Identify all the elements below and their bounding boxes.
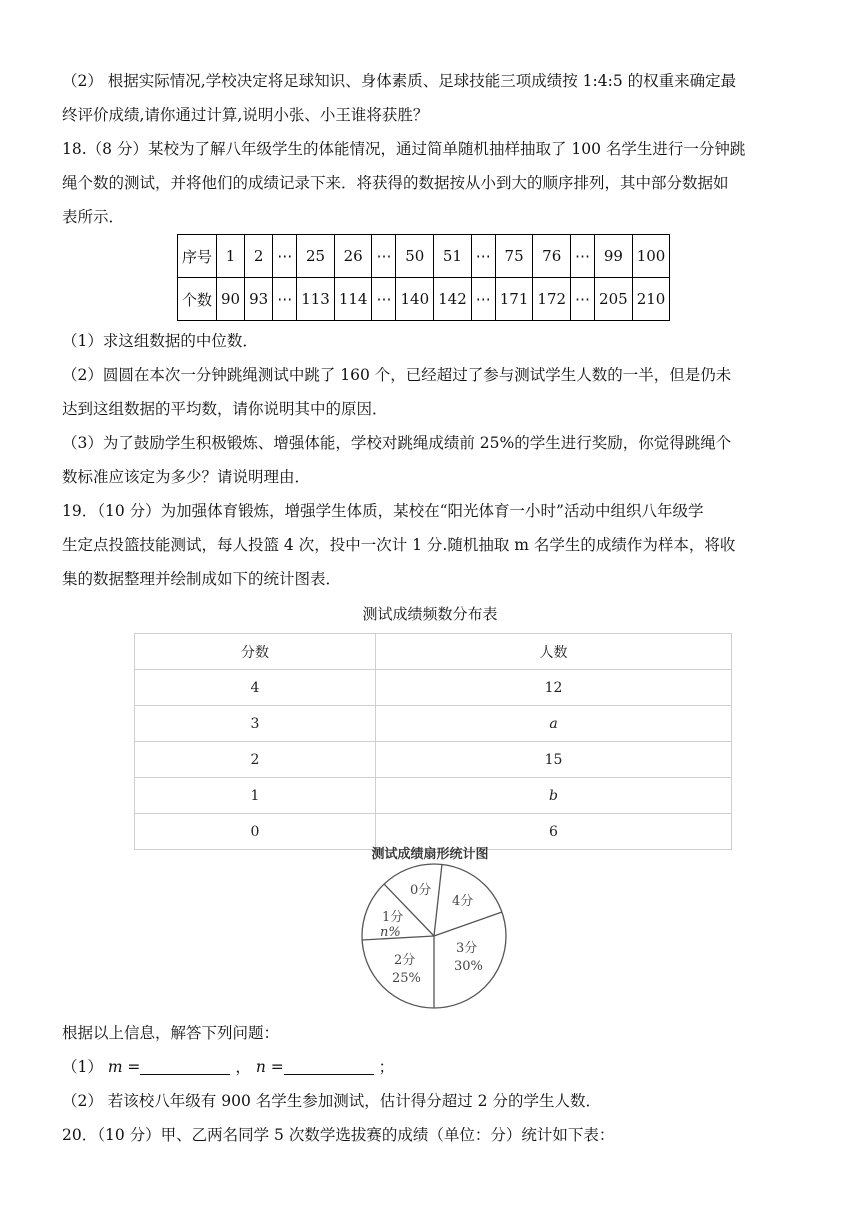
table-cell: 93: [245, 278, 273, 321]
n-label: n =: [255, 1058, 284, 1076]
table-cell: ⋯: [471, 235, 495, 278]
q17-part2-cont: 终评价成绩,请你通过计算,说明小张、小王谁将获胜？: [62, 106, 429, 124]
table-cell: 个数: [178, 278, 217, 321]
pie-chart: [360, 858, 510, 1014]
table-row: [178, 235, 670, 278]
pie-label: n%: [380, 925, 401, 940]
table-cell: 25: [297, 235, 335, 278]
table-cell: ⋯: [471, 278, 495, 321]
table-cell: ⋯: [571, 235, 595, 278]
q18-data-table: [177, 234, 670, 321]
table-cell: 51: [434, 235, 472, 278]
q20-stem: 20．（10 分）甲、乙两名同学 5 次数学选拔赛的成绩（单位：分）统计如下表：: [62, 1126, 615, 1144]
q18-stem-1: 18.（8 分）某校为了解八年级学生的体能情况，通过简单随机抽样抽取了 100 名学生进行一分钟跳: [62, 140, 746, 158]
pie-label: 4分: [452, 894, 474, 909]
table-cell: 15: [376, 742, 732, 778]
q18-part3: （3）为了鼓励学生积极锻炼、增强体能，学校对跳绳成绩前 25%的学生进行奖励，你觉得跳绳个: [62, 434, 732, 452]
table-cell: 205: [595, 278, 633, 321]
q17-part2: （2） 根据实际情况,学校决定将足球知识、身体素质、足球技能三项成绩按 1:4:5 的权重来确定最: [62, 72, 737, 90]
table-cell: 210: [632, 278, 670, 321]
q18-part1: （1）求这组数据的中位数．: [62, 332, 258, 350]
table-cell: 90: [217, 278, 245, 321]
m-answer-blank[interactable]: [140, 1058, 230, 1075]
table-row: [135, 706, 732, 742]
q18-stem-2: 绳个数的测试，并将他们的成绩记录下来．将获得的数据按从小到大的顺序排列，其中部分数据如: [62, 174, 729, 192]
pie-label: 2分: [394, 953, 416, 968]
table-cell: 172: [533, 278, 571, 321]
q19-part2: （2） 若该校八年级有 900 名学生参加测试，估计得分超过 2 分的学生人数．: [62, 1092, 601, 1110]
q19-stem-3: 集的数据整理并绘制成如下的统计图表．: [62, 570, 342, 588]
table-cell: 113: [297, 278, 335, 321]
table-row: [135, 742, 732, 778]
q18-stem-3: 表所示．: [62, 208, 125, 226]
table-cell: 114: [334, 278, 372, 321]
table-cell: a: [376, 706, 732, 742]
table-cell: ⋯: [372, 235, 396, 278]
pie-label: 0分: [410, 883, 432, 898]
frequency-table-title: 测试成绩频数分布表: [362, 605, 498, 623]
table-cell: 6: [376, 814, 732, 850]
table-cell: 1: [135, 778, 376, 814]
pie-label: 25%: [392, 971, 421, 986]
pie-label: 30%: [454, 959, 483, 974]
q19-part1: [62, 1056, 394, 1078]
table-cell: 3: [135, 706, 376, 742]
table-cell: 2: [135, 742, 376, 778]
pie-label: 3分: [456, 941, 478, 956]
table-cell: 0: [135, 814, 376, 850]
column-header: 人数: [376, 634, 732, 670]
pie-chart-title: 测试成绩扇形统计图: [371, 847, 489, 862]
q18-part3-cont: 数标准应该定为多少？请说明理由．: [62, 468, 311, 486]
table-cell: 50: [396, 235, 434, 278]
q18-part2: （2）圆圆在本次一分钟跳绳测试中跳了 160 个，已经超过了参与测试学生人数的一半，但是仍未: [62, 366, 732, 384]
table-row: [135, 778, 732, 814]
table-cell: 75: [495, 235, 533, 278]
table-cell: 99: [595, 235, 633, 278]
table-row: [135, 670, 732, 706]
q19-info: 根据以上信息，解答下列问题：: [62, 1024, 280, 1042]
table-cell: 1: [217, 235, 245, 278]
table-row: [178, 278, 670, 321]
table-cell: b: [376, 778, 732, 814]
table-cell: 142: [434, 278, 472, 321]
q19-stem-1: 19．（10 分）为加强体育锻炼，增强学生体质，某校在“阳光体育一小时”活动中组织八年级学: [62, 502, 704, 520]
table-cell: 76: [533, 235, 571, 278]
table-cell: 100: [632, 235, 670, 278]
table-cell: 140: [396, 278, 434, 321]
table-cell: 26: [334, 235, 372, 278]
q19-stem-2: 生定点投篮技能测试，每人投篮 4 次，投中一次计 1 分.随机抽取 m 名学生的成绩作为样本，将收: [62, 536, 736, 554]
table-cell: ⋯: [273, 278, 297, 321]
q19-part1-prefix: （1）: [62, 1058, 103, 1076]
table-cell: 2: [245, 235, 273, 278]
table-cell: 12: [376, 670, 732, 706]
column-header: 分数: [135, 634, 376, 670]
q18-part2-cont: 达到这组数据的平均数，请你说明其中的原因．: [62, 400, 388, 418]
table-cell: ⋯: [571, 278, 595, 321]
table-cell: ⋯: [273, 235, 297, 278]
n-answer-blank[interactable]: [284, 1058, 374, 1075]
table-cell: 4: [135, 670, 376, 706]
table-cell: 序号: [178, 235, 217, 278]
separator: ，: [235, 1058, 251, 1076]
end-mark: ；: [378, 1058, 395, 1076]
table-header-row: [135, 634, 732, 670]
pie-label: 1分: [382, 910, 404, 925]
frequency-table: [134, 633, 732, 850]
table-cell: 171: [495, 278, 533, 321]
table-cell: ⋯: [372, 278, 396, 321]
m-label: m =: [107, 1058, 141, 1076]
